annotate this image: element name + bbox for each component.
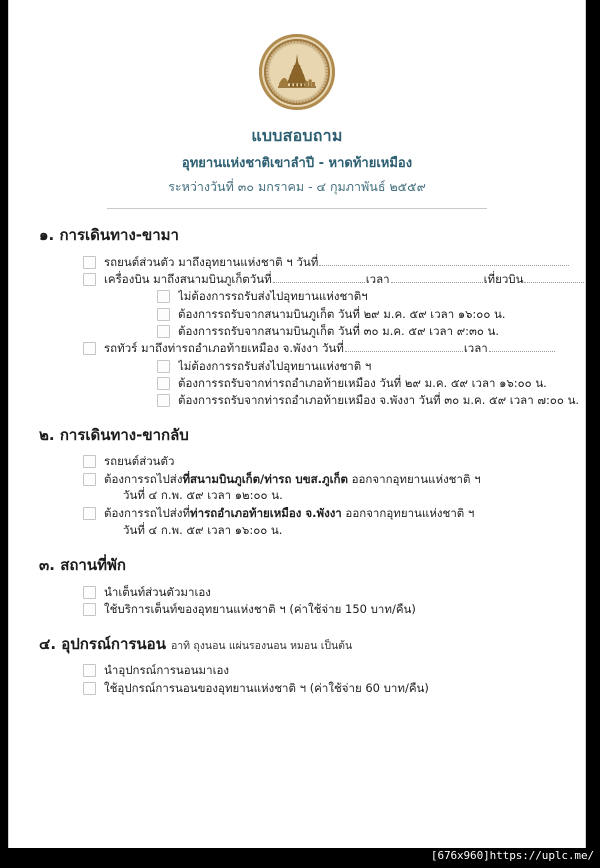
option-content [104, 505, 585, 539]
checkbox-option[interactable] [83, 662, 585, 678]
option-label-text: ต้องการรถรับจากท่ารถอำเภอท้ายเหมือง จ.พังงา วันที่ ๓๐ ม.ค. ๕๙ เวลา ๗:๐๐ น. [178, 393, 580, 408]
checkbox-option[interactable] [83, 392, 585, 408]
watermark-text [431, 849, 594, 862]
option-list [9, 254, 585, 409]
option-list [9, 584, 585, 618]
option-label-text: นำเต็นท์ส่วนตัวมาเอง [104, 584, 211, 599]
option-label [178, 392, 585, 408]
option-label-text: เครื่องบิน มาถึงสนามบินภูเก็ตวันที่ [104, 272, 272, 287]
checkbox-icon[interactable] [83, 273, 96, 286]
section-number: ๑. [39, 226, 60, 244]
section-number: ๒. [39, 425, 60, 444]
checkbox-icon[interactable] [157, 308, 170, 321]
option-content [104, 254, 585, 270]
checkbox-option[interactable] [83, 323, 585, 339]
national-park-emblem-icon [259, 34, 335, 110]
option-content [178, 288, 585, 304]
page-dates: ระหว่างวันที่ ๓๐ มกราคม - ๔ กุมภาพันธ์ ๒๕๕๙ [168, 179, 426, 194]
option-label-field-time: เวลา [463, 341, 488, 356]
option-content [104, 271, 585, 287]
option-label [104, 254, 585, 270]
option-label-emphasis: ท่ารถอำเภอท้ายเหมือง จ.พังงา [190, 506, 342, 521]
section-title: อุปกรณ์การนอน [61, 634, 166, 653]
option-sub-label: วันที่ ๔ ก.พ. ๕๙ เวลา ๑๒:๐๐ น. [123, 488, 283, 503]
section-heading [9, 226, 585, 245]
option-label [104, 340, 585, 356]
page-title: แบบสอบถาม [251, 126, 343, 145]
document-header [9, 0, 585, 209]
option-content [104, 680, 585, 696]
page-subtitle: อุทยานแห่งชาติเขาลำปี - หาดท้ายเหมือง [181, 156, 413, 171]
checkbox-icon[interactable] [157, 290, 170, 303]
option-label-text: รถยนต์ส่วนตัว มาถึงอุทยานแห่งชาติ ฯ วันที่ [104, 254, 319, 269]
option-label-text: ต้องการรถรับจากสนามบินภูเก็ต วันที่ ๓๐ ม.ค. ๕๙ เวลา ๙:๓๐ น. [178, 324, 500, 339]
checkbox-option[interactable] [83, 453, 585, 469]
checkbox-icon[interactable] [83, 473, 96, 486]
option-label [178, 375, 585, 391]
option-content [178, 323, 585, 339]
option-label-field-time: เวลา [365, 272, 390, 287]
option-content [178, 358, 585, 374]
option-label-text: ใช้บริการเต็นท์ของอุทยานแห่งชาติ ฯ (ค่าใช้จ่าย 150 บาท/คืน) [104, 602, 416, 617]
form-section [9, 426, 585, 539]
checkbox-option[interactable] [83, 340, 585, 356]
option-label-text: ใช้อุปกรณ์การนอนของอุทยานแห่งชาติ ฯ (ค่าใช้จ่าย 60 บาท/คืน) [104, 680, 429, 695]
option-label-text: รถทัวร์ มาถึงท่ารถอำเภอท้ายเหมือง จ.พังงา วันที่ [104, 341, 344, 356]
fill-in-blank[interactable] [489, 342, 555, 352]
checkbox-option[interactable] [83, 680, 585, 696]
checkbox-option[interactable] [83, 306, 585, 322]
sections-container [9, 226, 585, 696]
fill-in-blank[interactable] [524, 273, 585, 283]
checkbox-icon[interactable] [157, 360, 170, 373]
fill-in-blank[interactable] [273, 273, 365, 283]
option-content [178, 392, 585, 408]
section-number: ๓. [39, 556, 61, 575]
section-number: ๔. [39, 634, 62, 653]
checkbox-option[interactable] [83, 601, 585, 617]
checkbox-option[interactable] [83, 375, 585, 391]
checkbox-icon[interactable] [83, 682, 96, 695]
checkbox-icon[interactable] [83, 586, 96, 599]
option-label-text: ต้องการรถรับจากท่ารถอำเภอท้ายเหมือง วันที่ ๒๙ ม.ค. ๕๙ เวลา ๑๖:๐๐ น. [178, 376, 547, 391]
form-section [9, 635, 585, 696]
option-content [178, 375, 585, 391]
checkbox-option[interactable] [83, 271, 585, 287]
checkbox-option[interactable] [83, 505, 585, 539]
option-label-text-after: ออกจากอุทยานแห่งชาติ ฯ [347, 471, 481, 486]
checkbox-icon[interactable] [157, 394, 170, 407]
checkbox-icon[interactable] [83, 664, 96, 677]
section-title: สถานที่พัก [60, 556, 126, 575]
document-page [8, 0, 586, 848]
option-content [104, 601, 585, 617]
option-label [104, 601, 585, 617]
option-label-emphasis: ที่สนามบินภูเก็ต/ท่ารถ บขส.ภูเก็ต [182, 471, 348, 486]
option-content [178, 306, 585, 322]
option-content [104, 340, 585, 356]
option-sub-label: วันที่ ๔ ก.พ. ๕๙ เวลา ๑๖:๐๐ น. [123, 522, 283, 537]
option-label [104, 584, 585, 600]
option-label-field-flight: เที่ยวบิน [483, 272, 524, 287]
option-label-text: ไม่ต้องการรถรับส่งไปอุทยานแห่งชาติฯ [178, 289, 368, 304]
option-list [9, 662, 585, 696]
option-label-text: ไม่ต้องการรถรับส่งไปอุทยานแห่งชาติ ฯ [178, 358, 372, 373]
option-label [104, 680, 585, 696]
option-label-text: ต้องการรถไปส่ง [104, 471, 183, 486]
option-list [9, 453, 585, 539]
checkbox-icon[interactable] [83, 603, 96, 616]
watermark-dimensions: [676x960] [430, 849, 490, 862]
option-label [178, 306, 585, 322]
option-label-text: นำอุปกรณ์การนอนมาเอง [104, 663, 230, 678]
option-label-text: ต้องการรถรับจากสนามบินภูเก็ต วันที่ ๒๙ ม.ค. ๕๙ เวลา ๑๖:๐๐ น. [178, 306, 506, 321]
section-heading [9, 426, 585, 445]
option-content [104, 584, 585, 600]
option-label [178, 323, 585, 339]
option-label [104, 271, 585, 287]
option-label [178, 358, 585, 374]
checkbox-icon[interactable] [83, 507, 96, 520]
checkbox-icon[interactable] [83, 342, 96, 355]
section-heading [9, 635, 585, 654]
checkbox-option[interactable] [83, 471, 585, 505]
emblem-pagoda-icon [275, 50, 319, 94]
option-label [104, 662, 585, 678]
checkbox-option[interactable] [83, 288, 585, 304]
checkbox-icon[interactable] [157, 377, 170, 390]
form-section [9, 556, 585, 617]
option-label [104, 471, 585, 487]
option-label-text: รถยนต์ส่วนตัว [104, 454, 175, 469]
section-title: การเดินทาง-ขามา [59, 226, 179, 244]
option-label [104, 505, 585, 521]
option-label-text-after: ออกจากอุทยานแห่งชาติ ฯ [341, 506, 475, 521]
form-section [9, 226, 585, 409]
header-divider [107, 208, 487, 209]
checkbox-icon[interactable] [83, 256, 96, 269]
fill-in-blank[interactable] [345, 342, 463, 352]
checkbox-option[interactable] [83, 358, 585, 374]
section-heading [9, 556, 585, 575]
section-note: อาทิ ถุงนอน แผ่นรองนอน หมอน เป็นต้น [170, 639, 353, 652]
fill-in-blank[interactable] [319, 256, 569, 266]
option-label [104, 453, 585, 469]
checkbox-icon[interactable] [157, 325, 170, 338]
section-title: การเดินทาง-ขากลับ [59, 425, 189, 444]
option-label [178, 288, 585, 304]
checkbox-option[interactable] [83, 584, 585, 600]
option-content [104, 662, 585, 678]
checkbox-icon[interactable] [83, 455, 96, 468]
option-content [104, 453, 585, 469]
watermark-url[interactable]: https://uplc.me/ [489, 849, 594, 862]
checkbox-option[interactable] [83, 254, 585, 270]
fill-in-blank[interactable] [391, 273, 483, 283]
option-label-text: ต้องการรถไปส่งที่ [104, 506, 191, 521]
option-content [104, 471, 585, 505]
